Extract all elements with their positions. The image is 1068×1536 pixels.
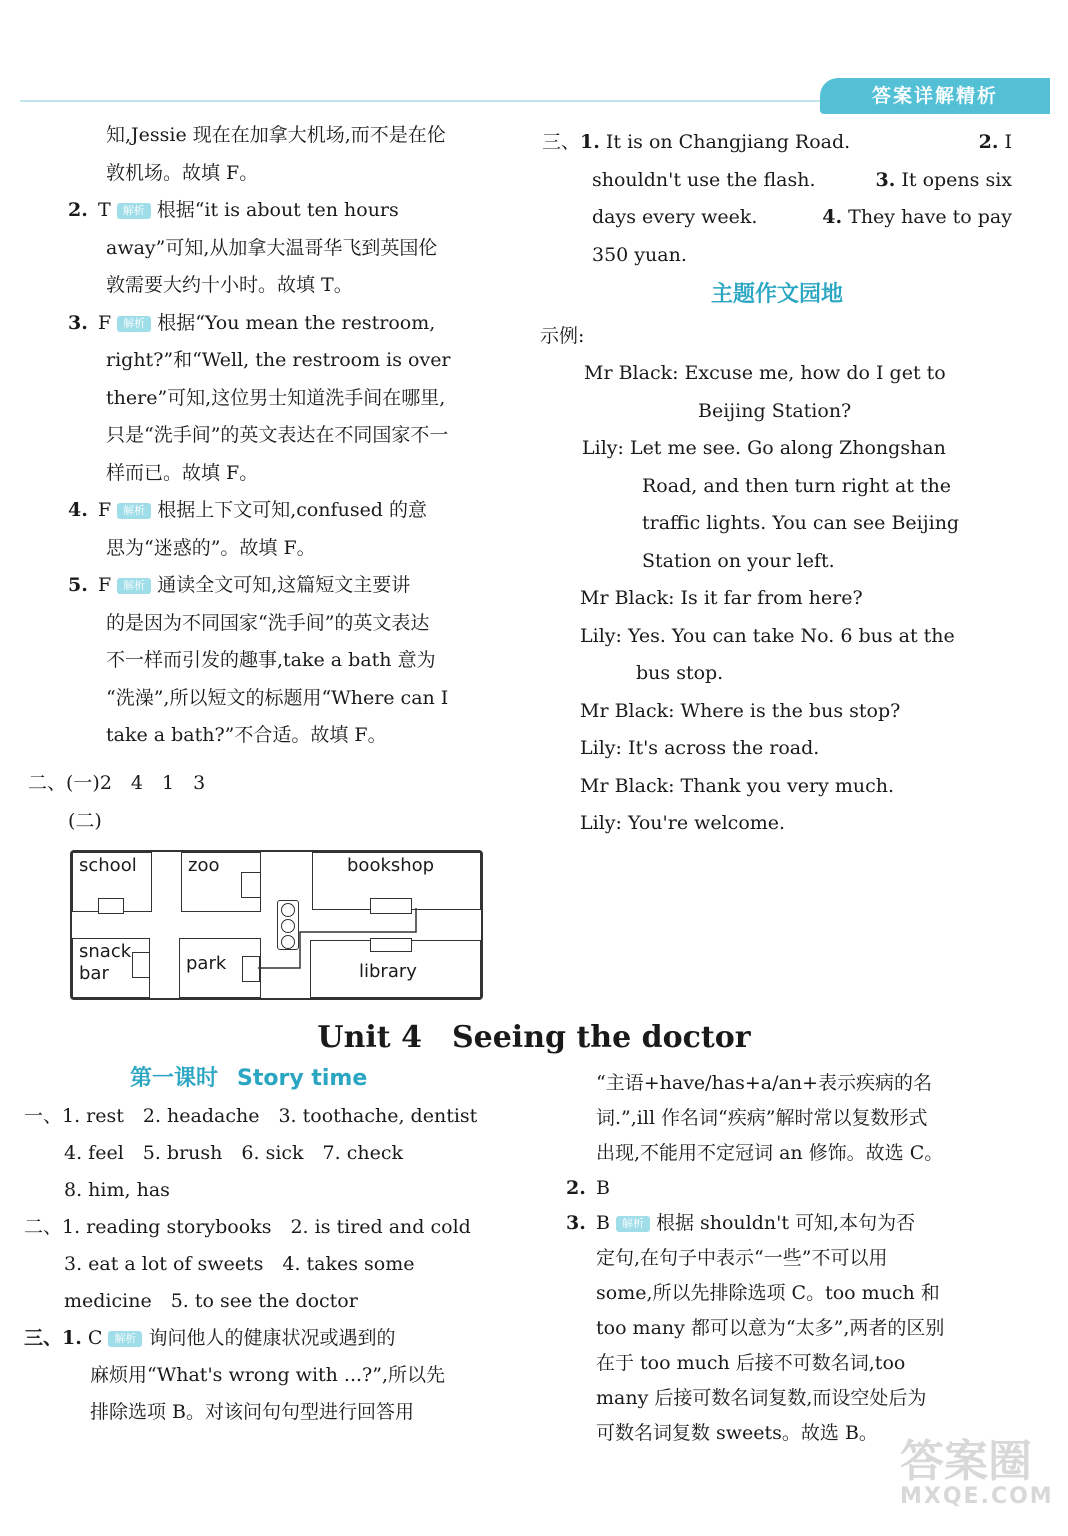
dialogue-line: Mr Black: Excuse me, how do I get to xyxy=(584,362,946,384)
answer-line: 4. feel 5. brush 6. sick 7. check xyxy=(64,1142,403,1164)
text-line: take a bath?”不合适。故填 F。 xyxy=(106,724,387,746)
section-three-line: shouldn't use the flash. 3. It opens six xyxy=(592,168,1012,191)
analysis-badge: 解析 xyxy=(117,503,151,519)
left-top-column xyxy=(68,117,500,755)
analysis-badge: 解析 xyxy=(117,578,151,594)
text-line: 在于 too much 后接不可数名词,too xyxy=(596,1352,906,1374)
text-line: too many 都可以意为“太多”,两者的区别 xyxy=(596,1317,945,1339)
answer-line: 3. eat a lot of sweets 4. takes some xyxy=(64,1253,415,1275)
header-tag: 答案详解精析 xyxy=(820,78,1050,114)
answer-item-2b: 2. B xyxy=(566,1177,610,1199)
map-zoo: zoo xyxy=(181,852,261,912)
text-line: 知,Jessie 现在在加拿大机场,而不是在伦 xyxy=(106,124,446,146)
text-line: “洗澡”,所以短文的标题用“Where can I xyxy=(106,686,449,709)
text-line: some,所以先排除选项 C。too much 和 xyxy=(596,1282,940,1304)
dialogue-line: Mr Black: Thank you very much. xyxy=(580,774,895,797)
text-line: away”可知,从加拿大温哥华飞到英国伦 xyxy=(106,236,438,259)
map-park: park xyxy=(179,938,261,998)
right-bottom-column xyxy=(566,1066,1006,1451)
text-line: 敦需要大约十小时。故填 T。 xyxy=(106,274,353,296)
dialogue-line: Beijing Station? xyxy=(698,399,852,422)
answer-item-5: 5. F 解析 通读全文可知,这篇短文主要讲 xyxy=(68,574,411,596)
text-line: 不一样而引发的趣事,take a bath 意为 xyxy=(106,649,436,671)
bar-label: bar xyxy=(79,963,109,984)
dialogue-line: Lily: Yes. You can take No. 6 bus at the xyxy=(580,624,955,647)
analysis-badge: 解析 xyxy=(117,203,151,219)
example-label: 示例: xyxy=(540,324,585,347)
text-line: 思为“迷惑的”。故填 F。 xyxy=(106,536,316,559)
dialogue-line: Mr Black: Where is the bus stop? xyxy=(580,699,901,722)
text-line: 词.”,ill 作名词“疾病”解时常以复数形式 xyxy=(596,1107,928,1129)
section-three-line: days every week. 4. They have to pay xyxy=(592,206,1012,228)
lesson-title: 第一课时 Story time xyxy=(130,1066,368,1091)
text-line: 敦机场。故填 F。 xyxy=(106,161,259,184)
section-two-answers: 二、(一)2 4 1 3 xyxy=(28,772,206,794)
answer-line: medicine 5. to see the doctor xyxy=(64,1290,358,1312)
snack-label: snack xyxy=(79,941,132,962)
text-line: 排除选项 B。对该问句句型进行回答用 xyxy=(90,1401,415,1423)
watermark-en: MXQE.COM xyxy=(900,1484,1054,1509)
watermark-cn: 答案圈 xyxy=(900,1436,1032,1487)
street-map xyxy=(70,850,483,1000)
answer-line: 8. him, has xyxy=(64,1179,170,1201)
dialogue-line: traffic lights. You can see Beijing xyxy=(642,512,960,534)
unit-title: Unit 4 Seeing the doctor xyxy=(317,1020,751,1055)
answer-item-3b: 3. B 解析 根据 shouldn't 可知,本句为否 xyxy=(566,1212,916,1234)
watermark-logo xyxy=(900,1436,1054,1520)
map-bookshop: bookshop xyxy=(312,852,481,910)
section-two-sub: (二) xyxy=(68,809,102,832)
text-line: many 后接可数名词复数,而设空处后为 xyxy=(596,1387,927,1409)
text-line: 定句,在句子中表示“一些”不可以用 xyxy=(596,1247,888,1269)
text-line: right?”和“Well, the restroom is over xyxy=(106,349,451,371)
section-two xyxy=(28,765,488,840)
map-library: library xyxy=(310,940,481,998)
analysis-badge: 解析 xyxy=(108,1331,142,1347)
right-top-column xyxy=(542,124,1012,843)
answer-item-c: 三、1. C 解析 询问他人的健康状况或遇到的 xyxy=(24,1327,396,1349)
dialogue-line: bus stop. xyxy=(636,662,724,684)
answer-item-4: 4. F 解析 根据上下文可知,confused 的意 xyxy=(68,499,428,521)
answer-line: 一、1. rest 2. headache 3. toothache, dentist xyxy=(24,1105,478,1127)
header-rule xyxy=(20,100,820,102)
analysis-badge: 解析 xyxy=(616,1216,650,1232)
section-three-line: 三、1. It is on Changjiang Road. 2. I xyxy=(542,131,1012,153)
dialogue-line: Lily: It's across the road. xyxy=(580,737,820,759)
text-line: “主语+have/has+a/an+表示疾病的名 xyxy=(596,1072,933,1094)
answer-item-2: 2. T 解析 根据“it is about ten hours xyxy=(68,199,399,221)
text-line: 可数名词复数 sweets。故选 B。 xyxy=(596,1422,878,1444)
answer-item-3: 3. F 解析 根据“You mean the restroom, xyxy=(68,311,436,334)
dialogue-line: Station on your left. xyxy=(642,549,835,572)
text-line: 的是因为不同国家“洗手间”的英文表达 xyxy=(106,611,430,634)
answer-line: 二、1. reading storybooks 2. is tired and cold xyxy=(24,1216,471,1238)
dialogue-line: Mr Black: Is it far from here? xyxy=(580,587,863,609)
text-line: 麻烦用“What's wrong with ...?”,所以先 xyxy=(90,1364,445,1386)
text-line: 出现,不能用不定冠词 an 修饰。故选 C。 xyxy=(596,1142,944,1164)
text-line: 只是“洗手间”的英文表达在不同国家不一 xyxy=(106,424,449,446)
route-path xyxy=(72,852,481,998)
essay-section-title: 主题作文园地 xyxy=(710,282,843,307)
text-line: 样而已。故填 F。 xyxy=(106,461,259,484)
left-bottom-column xyxy=(24,1060,494,1431)
section-three-line: 350 yuan. xyxy=(592,243,687,266)
dialogue-line: Lily: You're welcome. xyxy=(580,812,786,834)
dialogue-line: Road, and then turn right at the xyxy=(642,474,952,497)
map-school: school xyxy=(72,852,152,912)
analysis-badge: 解析 xyxy=(117,316,151,332)
dialogue-line: Lily: Let me see. Go along Zhongshan xyxy=(582,437,946,459)
text-line: there”可知,这位男士知道洗手间在哪里, xyxy=(106,386,446,409)
